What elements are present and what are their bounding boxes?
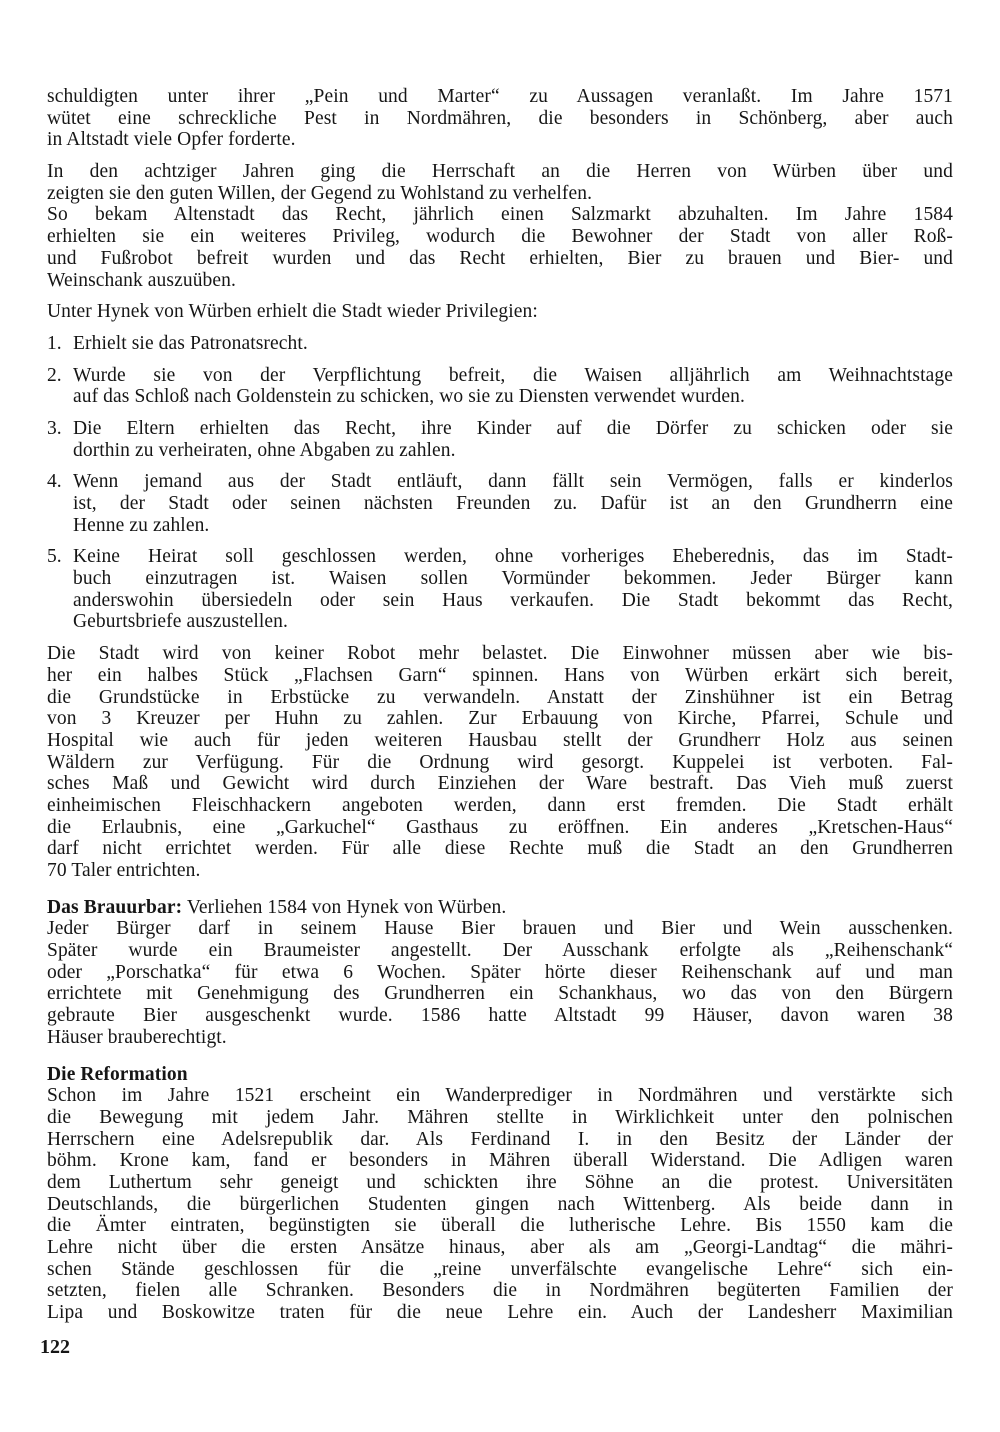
text-line [73, 568, 953, 590]
section-reformation [47, 1064, 953, 1324]
paragraph [47, 86, 953, 151]
line-text: Verliehen 1584 von Hynek von Würben. [182, 896, 507, 918]
text-line [47, 301, 953, 323]
line-text: Keine Heirat soll geschlossen werden, ohne vorheriges Eheberednis, das im Stadt- [73, 546, 953, 568]
text-line [47, 270, 953, 292]
line-text: von 3 Kreuzer per Huhn zu zahlen. Zur Erbauung von Kirche, Pfarrei, Schule und [47, 708, 953, 730]
text-line [47, 687, 953, 709]
line-text: ist, der Stadt oder seinen nächsten Freunden zu. Dafür ist an den Grundherrn eine [73, 493, 953, 514]
paragraph [47, 897, 953, 1049]
line-text: die Erlaubnis, eine „Garkuchel“ Gasthaus zu eröffnen. Ein anderes „Kretschen-Haus“ [47, 816, 953, 838]
text-line [47, 708, 953, 730]
line-text: darf nicht errichtet werden. Für alle diese Rechte muß die Stadt an den Grundherren [47, 838, 953, 860]
line-text: sches Maß und Gewicht wird durch Einziehen der Ware bestraft. Das Vieh muß zuerst [47, 773, 953, 795]
paragraph [47, 301, 953, 323]
text-line [73, 333, 953, 355]
line-text: In den achtziger Jahren ging die Herrschaft an die Herren von Würben über und [47, 161, 953, 183]
text-line [47, 129, 953, 151]
text-line [73, 440, 953, 462]
inline-heading: Das Brauurbar: [47, 896, 183, 918]
text-line [73, 611, 953, 633]
line-text: anderswohin übersiedeln oder sein Haus verkaufen. Die Stadt bekommt das Recht, [73, 589, 953, 611]
text-line [47, 918, 953, 940]
line-text: Erhielt sie das Patronatsrecht. [73, 332, 308, 354]
text-line [47, 795, 953, 817]
line-text: auf das Schloß nach Goldenstein zu schicken, wo sie zu Diensten verwendet wurden. [73, 386, 745, 408]
line-text: Die Stadt wird von keiner Robot mehr belastet. Die Einwohner müssen aber wie bis- [47, 643, 953, 665]
text-line [73, 546, 953, 568]
list-number: 5. [47, 546, 62, 568]
text-line [47, 226, 953, 248]
line-text: Hospital wie auch für jeden weiteren Hausbau stellt der Grundherr Holz aus seinen [47, 729, 953, 751]
line-text: errichtete mit Genehmigung des Grundherren ein Schankhaus, wo das von den Bürgern [47, 983, 953, 1005]
text-line [73, 418, 953, 440]
list-item [47, 365, 953, 408]
line-text: die Ämter eintraten, begünstigten sie überall die lutherische Lehre. Bis 1550 kam die [47, 1215, 953, 1237]
text-line [47, 665, 953, 687]
line-text: Unter Hynek von Würben erhielt die Stadt wieder Privilegien: [47, 301, 538, 323]
text-line [47, 1005, 953, 1027]
text-line [47, 1302, 953, 1324]
text-line [47, 817, 953, 839]
text-line [47, 1194, 953, 1216]
text-line [47, 940, 953, 962]
text-line [47, 183, 953, 205]
text-line [47, 1280, 953, 1302]
text-line [47, 1172, 953, 1194]
line-text: Lipa und Boskowitze traten für die neue Lehre ein. Auch der Landesherr Maximilian [47, 1302, 953, 1324]
line-text: her ein halbes Stück „Flachsen Garn“ spinnen. Hans von Würben erkärt sich bereit, [47, 664, 953, 686]
text-line [73, 365, 953, 387]
line-text: böhm. Krone kam, fand er besonders in Mähren überall Widerstand. Die Adligen waren [47, 1150, 953, 1172]
line-text: wütet eine schreckliche Pest in Nordmähren, die besonders in Schönberg, aber auch [47, 107, 953, 129]
text-line [47, 752, 953, 774]
text-line [47, 1085, 953, 1107]
text-line [47, 983, 953, 1005]
list-number: 3. [47, 417, 62, 439]
line-text: gebraute Bier ausgeschenkt wurde. 1586 hatte Altstadt 99 Häuser, davon waren 38 [47, 1005, 953, 1027]
text-line [73, 590, 953, 612]
text-line [47, 1027, 953, 1049]
text-line [47, 204, 953, 226]
line-text: erhielten sie ein weiteres Privileg, wodurch die Bewohner der Stadt von aller Roß- [47, 226, 953, 248]
text-line [47, 1237, 953, 1259]
text-line [73, 493, 953, 515]
document-page [47, 86, 953, 1324]
line-text: in Altstadt viele Opfer forderte. [47, 129, 296, 151]
page-number: 122 [40, 1336, 70, 1358]
text-line [47, 248, 953, 270]
line-text: Henne zu zahlen. [73, 514, 210, 536]
section-heading: Die Reformation [47, 1063, 188, 1085]
line-text: buch einzutragen ist. Waisen sollen Vormünder bekommen. Jeder Bürger kann [73, 568, 953, 590]
list-item [47, 471, 953, 536]
line-text: Schon im Jahre 1521 erscheint ein Wanderprediger in Nordmähren und verstärkte sich [47, 1085, 953, 1107]
text-line [47, 962, 953, 984]
list-item [47, 418, 953, 461]
text-line [47, 1215, 953, 1237]
line-text: Lehre nicht über die ersten Ansätze hinaus, aber als am „Georgi-Landtag“ die mähri- [47, 1237, 953, 1258]
line-text: oder „Porschatka“ für etwa 6 Wochen. Später hörte dieser Reihenschank auf und man [47, 961, 953, 983]
line-text: Wäldern zur Verfügung. Für die Ordnung wird gesorgt. Kuppelei ist verboten. Fal- [47, 751, 953, 773]
list-item [47, 333, 953, 355]
text-line [47, 860, 953, 882]
text-line [73, 471, 953, 493]
text-line [47, 897, 953, 919]
text-line [47, 838, 953, 860]
line-text: Häuser brauberechtigt. [47, 1026, 227, 1048]
text-line [47, 1150, 953, 1172]
line-text: die Grundstücke in Erbstücke zu verwandeln. Anstatt der Zinshühner ist ein Betrag [47, 686, 953, 708]
line-text: einheimischen Fleischhackern angeboten werden, dann erst fremden. Die Stadt erhält [47, 794, 953, 816]
text-line [47, 730, 953, 752]
text-line [47, 1107, 953, 1129]
line-text: dem Luthertum sehr geneigt und schickten ihre Söhne an die protest. Universitäten [47, 1171, 953, 1193]
line-text: und Fußrobot befreit wurden und das Recht erhielten, Bier zu brauen und Bier- und [47, 247, 953, 269]
line-text: zeigten sie den guten Willen, der Gegend zu Wohlstand zu verhelfen. [47, 182, 593, 204]
list-number: 2. [47, 364, 62, 386]
list-number: 4. [47, 471, 62, 493]
line-text: schuldigten unter ihrer „Pein und Marter“ zu Aussagen veranlaßt. Im Jahre 1571 [47, 86, 953, 107]
line-text: Herrschern eine Adelsrepublik dar. Als Ferdinand I. in den Besitz der Länder der [47, 1128, 953, 1150]
text-line [73, 515, 953, 537]
line-text: So bekam Altenstadt das Recht, jährlich einen Salzmarkt abzuhalten. Im Jahre 1584 [47, 204, 953, 226]
text-line [47, 86, 953, 108]
line-text: Geburtsbriefe auszustellen. [73, 611, 288, 633]
paragraph [47, 161, 953, 291]
text-line [47, 1259, 953, 1281]
line-text: 70 Taler entrichten. [47, 860, 201, 881]
heading-line [47, 1064, 953, 1086]
line-text: schen Stände geschlossen für die „reine unverfälschte evangelische Lehre“ sich ein- [47, 1258, 953, 1280]
list-item [47, 546, 953, 633]
line-text: setzten, fielen alle Schranken. Besonders die in Nordmähren begüterten Familien der [47, 1280, 953, 1302]
line-text: die Bewegung mit jedem Jahr. Mähren stellte in Wirklichkeit unter den polnischen [47, 1106, 953, 1128]
line-text: Weinschank auszuüben. [47, 269, 236, 291]
text-line [47, 108, 953, 130]
line-text: Jeder Bürger darf in seinem Hause Bier brauen und Bier und Wein ausschenken. [47, 918, 953, 940]
text-line [47, 773, 953, 795]
list-number: 1. [47, 332, 62, 354]
text-line [73, 386, 953, 408]
line-text: Deutschlands, die bürgerlichen Studenten gingen nach Wittenberg. Als beide dann in [47, 1193, 953, 1215]
text-line [47, 161, 953, 183]
text-line [47, 1129, 953, 1151]
line-text: Wenn jemand aus der Stadt entläuft, dann fällt sein Vermögen, falls er kinderlos [73, 471, 953, 493]
line-text: Wurde sie von der Verpflichtung befreit, die Waisen alljährlich am Weihnachtstage [73, 364, 953, 386]
line-text: dorthin zu verheiraten, ohne Abgaben zu zahlen. [73, 439, 456, 461]
paragraph [47, 643, 953, 882]
line-text: Die Eltern erhielten das Recht, ihre Kinder auf die Dörfer zu schicken oder sie [73, 417, 953, 439]
line-text: Später wurde ein Braumeister angestellt. Der Ausschank erfolgte als „Reihenschank“ [47, 940, 953, 962]
text-line [47, 643, 953, 665]
